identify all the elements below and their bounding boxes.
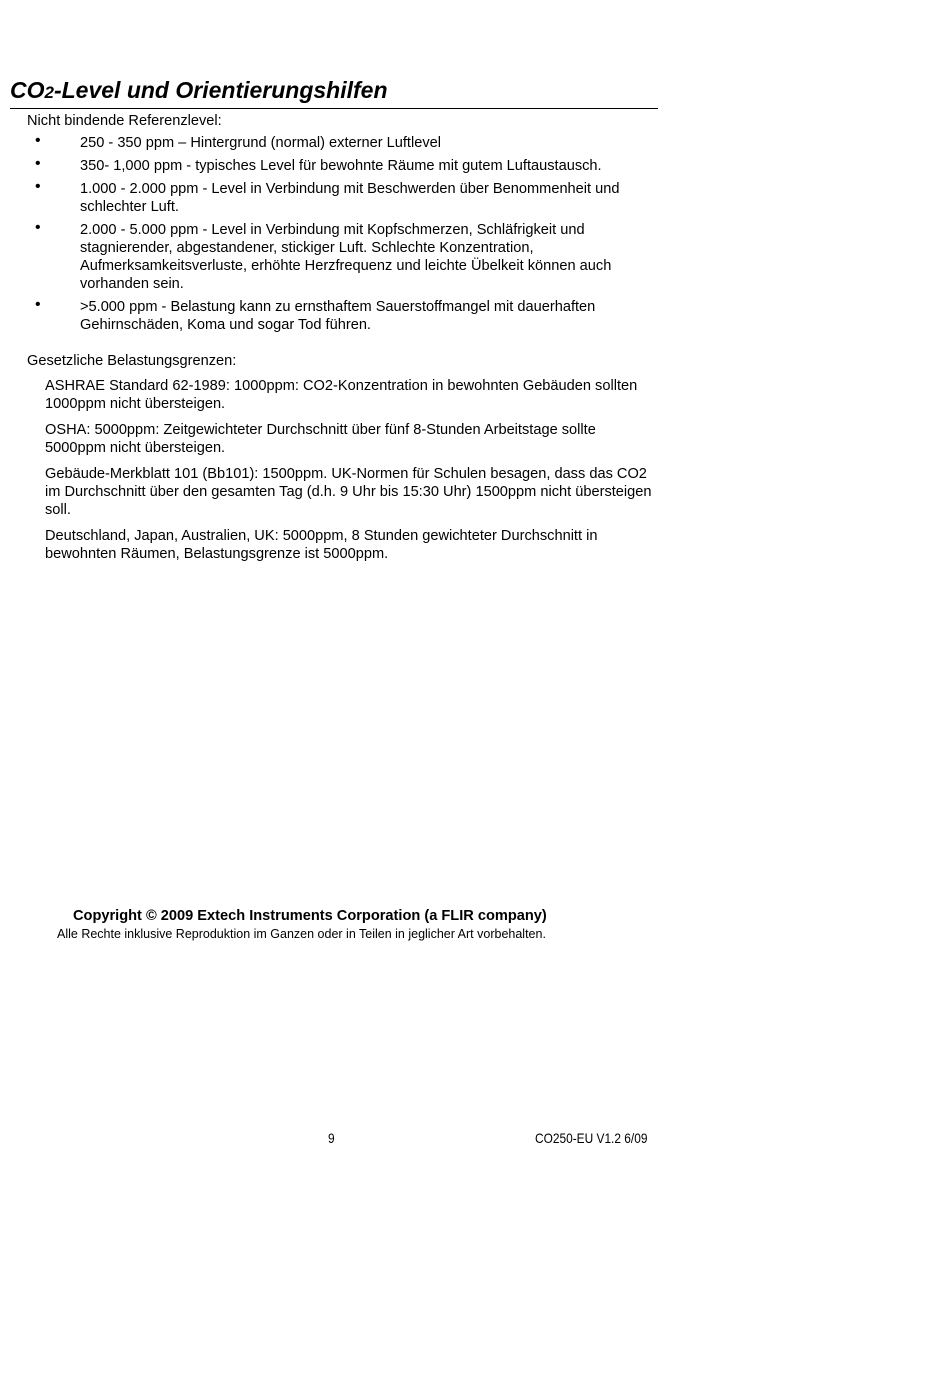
document-id: CO250-EU V1.2 6/09	[535, 1130, 648, 1146]
list-item-text: 1.000 - 2.000 ppm - Level in Verbindung mit Beschwerden über Benommenheit und schlechter Luft.	[80, 181, 620, 215]
limit-paragraph: Deutschland, Japan, Australien, UK: 5000ppm, 8 Stunden gewichteter Durchschnitt in bewohnten Räumen, Belastungsgrenze ist 5000ppm.	[45, 528, 598, 562]
list-item	[0, 134, 660, 152]
list-item-text: 350- 1,000 ppm - typisches Level für bewohnte Räume mit gutem Luftaustausch.	[80, 158, 602, 174]
page-heading	[10, 76, 658, 109]
exposure-limits-title: Gesetzliche Belastungsgrenzen:	[27, 353, 237, 369]
copyright-notice: Copyright © 2009 Extech Instruments Corporation (a FLIR company)	[73, 908, 547, 924]
list-item	[0, 221, 660, 293]
bullet-icon: •	[35, 178, 41, 195]
list-item-text: 2.000 - 5.000 ppm - Level in Verbindung mit Kopfschmerzen, Schläfrigkeit und stagnierender, abgestandener, stickiger Luft. Schlechte Konzentration, Aufmerksamkeitsverluste, erhöhte Herzfrequenz und leichte Übelkeit können auch vorhanden sein.	[80, 222, 612, 292]
page-number: 9	[328, 1130, 335, 1146]
list-item	[0, 298, 660, 334]
heading-subscript: 2	[44, 83, 54, 102]
reference-levels-intro: Nicht bindende Referenzlevel:	[27, 113, 222, 129]
bullet-icon: •	[35, 155, 41, 172]
heading-prefix: CO	[10, 77, 45, 103]
list-item	[0, 180, 660, 216]
list-item	[0, 157, 660, 175]
bullet-icon: •	[35, 219, 41, 236]
limit-paragraph: ASHRAE Standard 62-1989: 1000ppm: CO2-Konzentration in bewohnten Gebäuden sollten 1000ppm nicht übersteigen.	[45, 378, 638, 412]
rights-notice: Alle Rechte inklusive Reproduktion im Ganzen oder in Teilen in jeglicher Art vorbehalten.	[57, 927, 546, 941]
bullet-icon: •	[35, 132, 41, 149]
bullet-icon: •	[35, 296, 41, 313]
heading-rest: -Level und Orientierungshilfen	[53, 77, 388, 103]
limit-paragraph: Gebäude-Merkblatt 101 (Bb101): 1500ppm. UK-Normen für Schulen besagen, dass das CO2 im Durchschnitt über den gesamten Tag (d.h. 9 Uhr bis 15:30 Uhr) 1500ppm nicht übersteigen soll.	[45, 466, 652, 518]
reference-levels-list	[0, 134, 660, 339]
list-item-text: >5.000 ppm - Belastung kann zu ernsthaftem Sauerstoffmangel mit dauerhaften Gehirnschäden, Koma und sogar Tod führen.	[80, 299, 596, 333]
exposure-limits	[45, 377, 655, 571]
limit-paragraph: OSHA: 5000ppm: Zeitgewichteter Durchschnitt über fünf 8-Stunden Arbeitstage sollte 5000ppm nicht übersteigen.	[45, 422, 596, 456]
list-item-text: 250 - 350 ppm – Hintergrund (normal) externer Luftlevel	[80, 135, 441, 151]
